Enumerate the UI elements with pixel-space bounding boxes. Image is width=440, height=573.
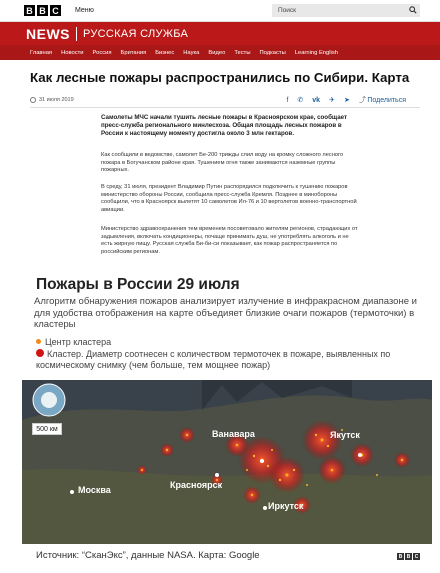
vk-icon[interactable]: vk <box>312 96 321 104</box>
infographic-description: Алгоритм обнаружения пожаров анализирует излучение в инфракрасном диапазоне и для удобства отображения на карте объедияет близкие очаги пожаров (термоточки) в кластеры <box>34 296 417 330</box>
nav-item-russia[interactable]: Россия <box>92 49 112 56</box>
news-divider <box>76 27 77 41</box>
search-icon[interactable] <box>409 6 417 14</box>
search-placeholder: Поиск <box>278 7 297 14</box>
nav-item-learning-english[interactable]: Learning English <box>294 49 338 56</box>
bbc-logo-letter: B <box>406 553 411 560</box>
share-button[interactable] <box>359 95 406 105</box>
share-icon: ⤴ <box>358 97 366 104</box>
article-date: 31 июля 2019 <box>39 97 74 103</box>
fire-map <box>22 380 432 544</box>
city-marker <box>358 453 362 457</box>
nav-item-tests[interactable]: Тесты <box>234 49 251 56</box>
legend-center-label: Центр кластера <box>45 337 112 347</box>
city-label-moscow: Москва <box>78 485 111 495</box>
city-label-vanavara: Ванавара <box>212 429 255 439</box>
article-meta <box>30 95 420 105</box>
city-label-yakutsk: Якутск <box>330 430 360 440</box>
map-source: Источник: “СканЭкс”, данные NASA. Карта: Google <box>36 550 260 561</box>
facebook-icon[interactable]: f <box>286 96 289 104</box>
infographic-title: Пожары в России 29 июля <box>36 276 240 293</box>
bbc-logo-small <box>397 553 420 560</box>
twitter-icon[interactable]: ✈ <box>329 97 335 104</box>
search-input[interactable] <box>272 4 420 17</box>
messenger-icon[interactable]: ✆ <box>297 97 304 104</box>
bbc-logo-letter: B <box>24 5 35 16</box>
legend-cluster-label: Кластер. Диаметр соотнесен с количеством термоточек в пожаре, выявленных по космическому снимку (чем больше, тем мощнее пожар) <box>36 349 391 370</box>
bbc-logo-letter: B <box>398 553 403 560</box>
article-paragraph: В среду, 31 июля, президент Владимир Путин распорядился подключить к тушению пожаров министерство обороны России, сообщила пресс-служба Кремля. Позднее в минобороны сообщили, что в Красноярск вылетят 10 самолетов Ил-76 и 10 вертолетов военно-транспортной авиации. <box>101 184 357 214</box>
nav-item-video[interactable]: Видео <box>208 49 226 56</box>
city-label-krasnoyarsk: Красноярск <box>170 480 223 490</box>
nav-item-news[interactable]: Новости <box>61 49 84 56</box>
main-nav <box>0 45 440 60</box>
news-logo[interactable]: NEWS <box>26 25 70 42</box>
bbc-logo-letter: C <box>50 5 61 16</box>
bbc-logo[interactable] <box>24 5 61 16</box>
nav-item-science[interactable]: Наука <box>183 49 200 56</box>
clock-icon <box>30 97 36 103</box>
service-name[interactable]: РУССКАЯ СЛУЖБА <box>83 27 189 40</box>
article-paragraph: Министерство здравоохранения тем временем посоветовало жителям регионов, страдающих от задымления, включать кондиционеры, почаще принимать душ, не употреблять алкоголь и не есть жирную пищу. Русская служба Би-би-си показывает, как пожар распространяется по российским регионам. <box>101 226 358 256</box>
cluster-dot <box>36 349 44 357</box>
nav-item-business[interactable]: Бизнес <box>155 49 175 56</box>
share-label: Поделиться <box>367 97 406 104</box>
bbc-logo-letter: C <box>414 553 419 560</box>
bbc-logo-letter: B <box>37 5 48 16</box>
city-marker <box>260 459 264 463</box>
city-marker <box>215 473 219 477</box>
legend-item-center <box>36 337 111 348</box>
telegram-icon[interactable]: ➤ <box>343 97 350 104</box>
city-marker <box>263 506 267 510</box>
share-bar <box>286 95 406 105</box>
top-bar <box>0 0 440 22</box>
legend-item-cluster <box>36 349 426 371</box>
news-bar <box>0 22 440 45</box>
city-marker <box>70 490 74 494</box>
nav-item-home[interactable]: Главная <box>30 49 53 56</box>
divider <box>30 107 420 108</box>
page-title: Как лесные пожары распространились по Сибири. Карта <box>30 70 410 85</box>
menu-link[interactable]: Меню <box>75 7 94 14</box>
map-scale: 500 км <box>32 423 62 435</box>
nav-item-britain[interactable]: Британия <box>120 49 147 56</box>
nav-item-podcasts[interactable]: Подкасты <box>259 49 286 56</box>
article-lead: Самолеты МЧС начали тушить лесные пожары в Красноярском крае, сообщает пресс-служба регионального минлесхоза. Общая площадь лесных пожаров в России к настоящему моменту достигла около 3 млн гектаров. <box>101 114 348 137</box>
cluster-center-dot <box>36 339 41 344</box>
article-paragraph: Как сообщили в ведомстве, самолет Бе-200 трижды слил воду на кромку сложного лесного пожара в Богучанском районе края. Тушением огня также занимаются наземные группы пожарных. <box>101 152 344 174</box>
city-label-irkutsk: Иркутск <box>268 501 304 511</box>
map-graphic <box>22 380 432 544</box>
